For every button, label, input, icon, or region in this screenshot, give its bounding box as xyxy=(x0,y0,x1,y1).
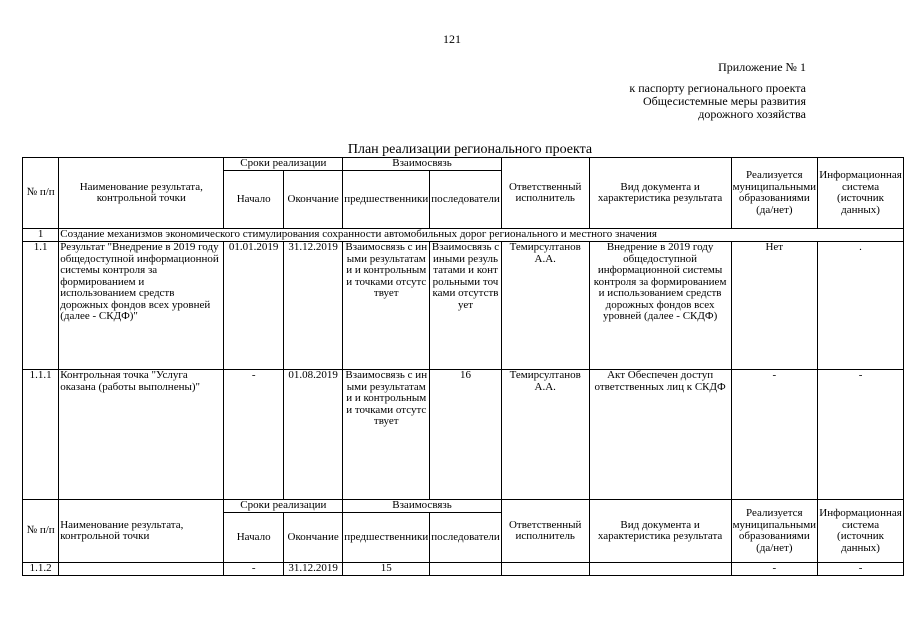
row-responsible xyxy=(501,563,589,576)
row-info: - xyxy=(818,563,904,576)
plan-title: План реализации регионального проекта xyxy=(347,142,593,157)
header-relation: Взаимосвязь xyxy=(343,158,502,171)
header-num: № п/п xyxy=(23,158,59,229)
row-doc: Внедрение в 2019 году общедоступной информационной системы контроля за формированием и использованием средств дорожных фондов всех уровней (далее - СКДФ) xyxy=(589,242,731,370)
section-num: 1 xyxy=(23,229,59,242)
header-predecessors: предшественники xyxy=(343,513,430,563)
row-doc xyxy=(589,563,731,576)
row-succ xyxy=(430,563,502,576)
row-pred: 15 xyxy=(343,563,430,576)
header-municipal: Реализуется муниципальными образованиями (да/нет) xyxy=(731,500,818,563)
header-name: Наименование результата, контрольной точки xyxy=(59,158,224,229)
row-start: - xyxy=(224,563,284,576)
row-end: 31.12.2019 xyxy=(283,242,342,370)
appendix-line: к паспорту регионального проекта xyxy=(629,81,806,95)
section-text: Создание механизмов экономического стимулирования сохранности автомобильных дорог регионального и местного значения xyxy=(59,229,904,242)
row-pred: Взаимосвязь с иными результатами и контрольными точками отсутствует xyxy=(343,370,430,500)
row-num: 1.1 xyxy=(23,242,59,370)
header-terms: Сроки реализации xyxy=(224,500,343,513)
header-successors: последователи xyxy=(430,513,502,563)
header-start: Начало xyxy=(224,513,284,563)
page-number: 121 xyxy=(443,32,461,46)
row-start: 01.01.2019 xyxy=(224,242,284,370)
row-name: Результат "Внедрение в 2019 году общедоступной информационной системы контроля за формированием и использованием средств дорожных фондов всех уровней (далее - СКДФ)" xyxy=(59,242,224,370)
row-name xyxy=(59,563,224,576)
appendix-block xyxy=(629,61,806,121)
header-responsible: Ответственный исполнитель xyxy=(501,500,589,563)
row-responsible: Темирсултанов А.А. xyxy=(501,242,589,370)
plan-table xyxy=(22,157,904,576)
row-pred: Взаимосвязь с иными результатами и контрольными точками отсутствует xyxy=(343,242,430,370)
header-name: Наименование результата, контрольной точки xyxy=(59,500,224,563)
appendix-title: Приложение № 1 xyxy=(718,60,806,74)
header-relation: Взаимосвязь xyxy=(343,500,502,513)
header-doc: Вид документа и характеристика результата xyxy=(589,500,731,563)
header-responsible: Ответственный исполнитель xyxy=(501,158,589,229)
row-name: Контрольная точка "Услуга оказана (работы выполнены)" xyxy=(59,370,224,500)
row-succ: 16 xyxy=(430,370,502,500)
header-start: Начало xyxy=(224,171,284,229)
appendix-line: дорожного хозяйства xyxy=(698,107,806,121)
header-info: Информационная система (источник данных) xyxy=(818,158,904,229)
row-doc: Акт Обеспечен доступ ответственных лиц к СКДФ xyxy=(589,370,731,500)
row-municipal: - xyxy=(731,370,818,500)
row-num: 1.1.1 xyxy=(23,370,59,500)
row-start: - xyxy=(224,370,284,500)
row-info: - xyxy=(818,370,904,500)
header-num: № п/п xyxy=(23,500,59,563)
row-num: 1.1.2 xyxy=(23,563,59,576)
row-municipal: Нет xyxy=(731,242,818,370)
header-end: Окончание xyxy=(283,171,342,229)
header-successors: последователи xyxy=(430,171,502,229)
header-municipal: Реализуется муниципальными образованиями (да/нет) xyxy=(731,158,818,229)
header-terms: Сроки реализации xyxy=(224,158,343,171)
appendix-line: Общесистемные меры развития xyxy=(642,94,806,108)
row-responsible: Темирсултанов А.А. xyxy=(501,370,589,500)
table-row xyxy=(23,370,904,500)
header-info: Информационная система (источник данных) xyxy=(818,500,904,563)
table-row xyxy=(23,563,904,576)
row-municipal: - xyxy=(731,563,818,576)
header-doc: Вид документа и характеристика результата xyxy=(589,158,731,229)
row-end: 01.08.2019 xyxy=(283,370,342,500)
row-end: 31.12.2019 xyxy=(283,563,342,576)
header-predecessors: предшественники xyxy=(343,171,430,229)
header-end: Окончание xyxy=(283,513,342,563)
row-succ: Взаимосвязь с иными результатами и контрольными точками отсутствует xyxy=(430,242,502,370)
table-row xyxy=(23,242,904,370)
row-info: . xyxy=(818,242,904,370)
